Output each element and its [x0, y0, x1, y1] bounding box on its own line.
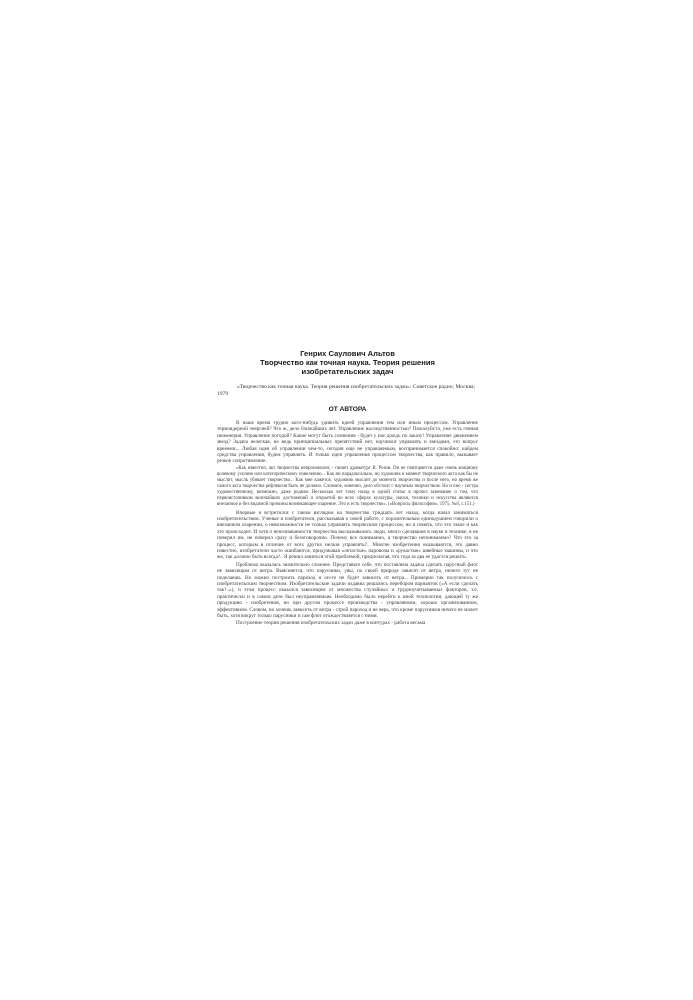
- document-content: [217, 349, 478, 628]
- book-title-line-2: изобретательских задач: [301, 367, 394, 376]
- paragraph-1: В наше время трудно кого-нибудь удивить идеей управления тем или иным процессом. Управление термоядерной энергией? Что ж, дело ближайших лет. Управление наследственностью? Пожалуйста, уже есть генная инженерия. Управление погодой? Какие могут быть сомнения - будет у нас дождь по заказу! Управление движением звезд? Задача нелегкая, но ведь принципиальных препятствий нет, научимся управлять и звездами, это вопрос времени... Любая идея об управлении чем-то, сегодня еще не управляемым, воспринимается спокойно: найдем средства управления, будем управлять. И только идея управления процессом творчества, как правило, вызывает резкое сопротивление.: [217, 420, 478, 465]
- paragraph-4: Проблема оказалась значительно сложнее. Представьте себе, что поставлена задача сделать парусный флот не зависящим от ветра. Выясняется, что парусники, увы, по своей природе зависят от ветра, ничего тут не поделаешь. Но можно построить пароход и он-то не будет зависеть от ветра... Примерно так получилось с изобретательским творчеством. Изобретательские задачи издавна решались перебором вариантов («А если сделать так?..»), и этом процесс оказался зависящим от множества случайных и трудноучитываемых факторов, т.е. практически и в самом деле был неуправляемым. Необходимо было перейти к иной технологии, дающей ту же продукцию - изобретения, но при другом процессе производства - управляемом, хорошо организованном, эффективном. Словом, но хочешь зависеть от ветра - строй пароход и не верь, что кроме парусников ничего не может быть, хотя вокруг только парусники и сам флот отождествляется с ними.: [217, 561, 478, 619]
- paragraph-3: Впервые я встретился с таким взглядом на творчество тридцать лет назад, когда начал заниматься изобретательством. Ученые и изобретатели, рассказывая о своей работе, с поразительным единодушием говорили о внезапном озарении, о невозможности не только управлять творческим процессом, но и понять, что это такое и как это происходит. И хотя о непознаваемости творчества высказывались люди, много сделавшие в науке и технике, я не поверил им, не поверил сразу и безоговорочно. Почему все понимаемо, а творчество непонимаемо? Что это за процесс, которым в отличие от всех других нельзя управлять?.. Многие изобретения оказываются, это давно известно, изобретатели часто ошибаются, придумывая «летастые» паровозы и «рукастые» швейные машины, и что же, так должно быть всегда?.. Я решил заняться этой проблемой, предполагая, что года за два ее удастся решить.: [217, 509, 478, 561]
- paragraph-2-quote: «Как известно, акт творчества непроизволен, - пишет драматург В. Розов. Он не повторяется даже очень мощному волевому усилию или категорическому повелению... Как ни парадоксально, но художник в момент творческого акта как бы не мыслит, мысль убивает творчество... Как мне кажется, художник мыслит до момента творчества и после него, но время же самого акта творчества рефлексия быть не должно. Сложное, конечно, дело обстоит с научным творчеством. Но и оно - сестра художественному, возможно, даже родная. Несколько лет тому назад в одной статье я прочел замечание о том, что первоисточником величайших достижений и открытий во всех сферах культуры, науки, техники и искусства являются внезапное и без видимой причины возникающее озарение. Это и есть творчество». («Вопросы философии», 1975, №8, с.151.): [217, 465, 478, 508]
- author-name: Генрих Саулович Альтов: [300, 349, 395, 358]
- body-text: [217, 420, 478, 627]
- publication-source: «Творчество как точная наука. Теория решения изобретательских задач»: Советское радио; Москва; 1979: [217, 384, 476, 397]
- section-title: ОТ АВТОРА: [328, 406, 367, 413]
- book-title-line-1: Творчество как точная наука. Теория решения: [260, 358, 435, 367]
- paragraph-5: Построение теории решения изобретательских задач даже в контурах - работа весьма: [236, 620, 426, 627]
